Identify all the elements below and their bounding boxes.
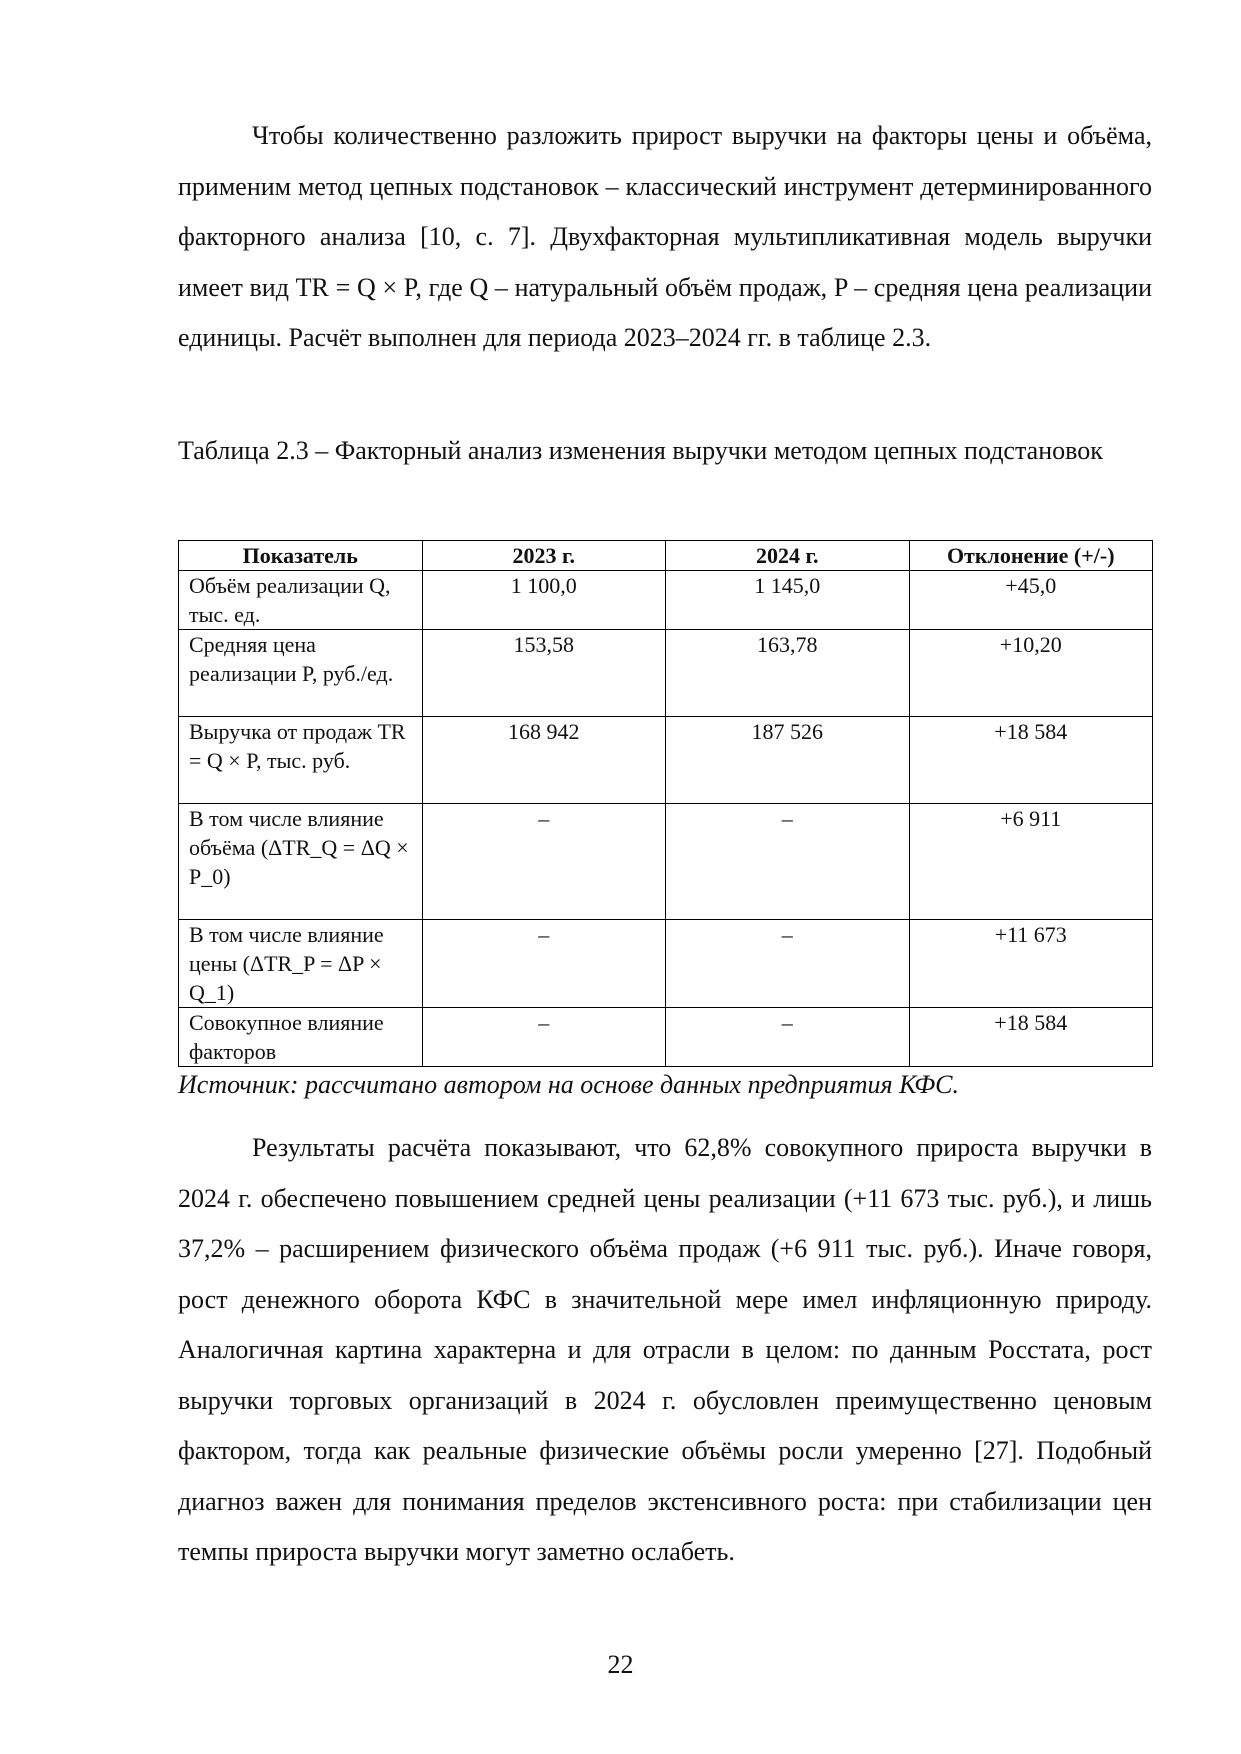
cell-2024: – — [666, 804, 910, 920]
row-label: В том числе влияние цены (ΔTR_P = ΔP × Q_1) — [179, 920, 423, 1008]
row-label: Средняя цена реализации P, руб./ед. — [179, 630, 423, 717]
cell-deviation: +6 911 — [909, 804, 1153, 920]
table-row — [179, 804, 1153, 920]
factor-analysis-table — [178, 540, 1153, 1067]
header-2023: 2023 г. — [422, 541, 666, 571]
cell-deviation: +10,20 — [909, 630, 1153, 717]
cell-deviation: +18 584 — [909, 717, 1153, 804]
cell-2023: – — [422, 1008, 666, 1067]
cell-2023: 153,58 — [422, 630, 666, 717]
table-source-note: Источник: рассчитано автором на основе данных предприятия КФС. — [178, 1070, 960, 1099]
cell-deviation: +18 584 — [909, 1008, 1153, 1067]
cell-2023: 168 942 — [422, 717, 666, 804]
header-2024: 2024 г. — [666, 541, 910, 571]
row-label: Объём реализации Q, тыс. ед. — [179, 571, 423, 630]
table-row — [179, 920, 1153, 1008]
cell-2024: 1 145,0 — [666, 571, 910, 630]
row-label: Совокупное влияние факторов — [179, 1008, 423, 1067]
cell-deviation: +11 673 — [909, 920, 1153, 1008]
cell-2024: – — [666, 920, 910, 1008]
row-label: В том числе влияние объёма (ΔTR_Q = ΔQ × P_0) — [179, 804, 423, 920]
header-indicator: Показатель — [179, 541, 423, 571]
table-header-row — [179, 541, 1153, 571]
cell-2023: 1 100,0 — [422, 571, 666, 630]
table-row — [179, 630, 1153, 717]
table-caption: Таблица 2.3 – Факторный анализ изменения выручки методом цепных подстановок — [178, 436, 1103, 465]
cell-deviation: +45,0 — [909, 571, 1153, 630]
table-row — [179, 1008, 1153, 1067]
cell-2024: 163,78 — [666, 630, 910, 717]
header-deviation: Отклонение (+/-) — [909, 541, 1153, 571]
cell-2023: – — [422, 920, 666, 1008]
body-paragraph-1: Чтобы количественно разложить прирост выручки на факторы цены и объёма, применим метод цепных подстановок – классический инструмент детерминированного факторного анализа [10, с. 7]. Двухфакторная мультипликативная модель выручки имеет вид TR = Q × P, где Q – натуральный объём продаж, P – средняя цена реализации единицы. Расчёт выполнен для периода 2023–2024 гг. в таблице 2.3. — [178, 121, 1152, 352]
page-number: 22 — [607, 1650, 634, 1679]
table-row — [179, 717, 1153, 804]
cell-2023: – — [422, 804, 666, 920]
row-label: Выручка от продаж TR = Q × P, тыс. руб. — [179, 717, 423, 804]
table-row — [179, 571, 1153, 630]
cell-2024: – — [666, 1008, 910, 1067]
body-paragraph-2: Результаты расчёта показывают, что 62,8% совокупного прироста выручки в 2024 г. обеспечено повышением средней цены реализации (+11 673 тыс. руб.), и лишь 37,2% – расширением физического объёма продаж (+6 911 тыс. руб.). Иначе говоря, рост денежного оборота КФС в значительной мере имел инфляционную природу. Аналогичная картина характерна и для отрасли в целом: по данным Росстата, рост выручки торговых организаций в 2024 г. обусловлен преимущественно ценовым фактором, тогда как реальные физические объёмы росли умеренно [27]. Подобный диагноз важен для понимания пределов экстенсивного роста: при стабилизации цен темпы прироста выручки могут заметно ослабеть. — [178, 1133, 1152, 1566]
cell-2024: 187 526 — [666, 717, 910, 804]
